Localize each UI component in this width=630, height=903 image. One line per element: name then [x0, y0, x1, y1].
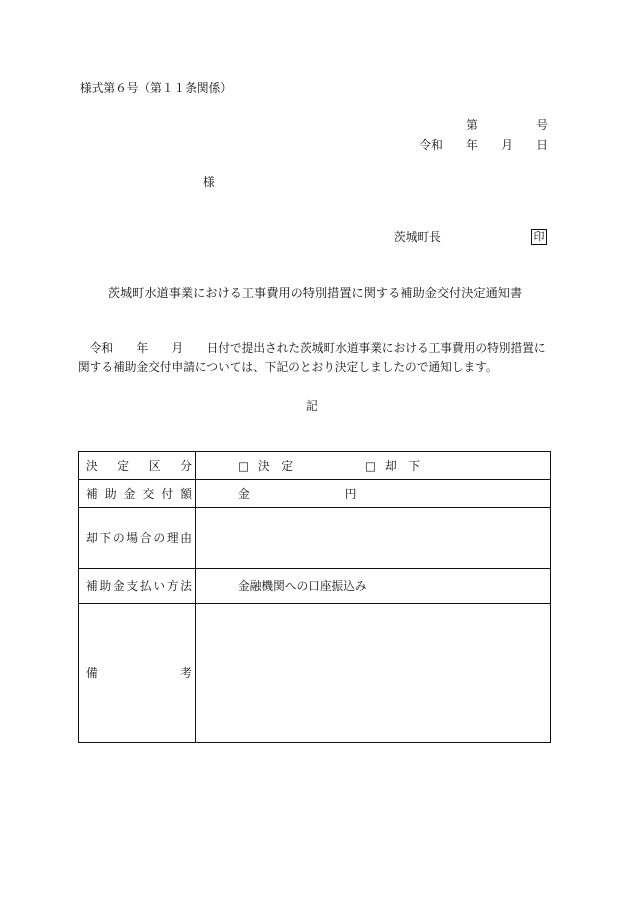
body-line: 関する補助金交付申請については、下記のとおり決定しましたので通知します。	[78, 360, 498, 374]
reject-checkbox: □	[365, 458, 377, 473]
approve-checkbox: □	[238, 458, 250, 473]
rejection-reason-label: 却下の場合の理由	[86, 531, 192, 545]
decision-option-reject	[365, 458, 492, 474]
decision-label-cell	[79, 452, 196, 480]
payment-method-value: 金融機関への口座振込み	[238, 579, 367, 593]
issue-date-line: 令和 年 月 日	[419, 138, 548, 152]
payment-method-value-cell	[196, 569, 551, 604]
amount-row	[79, 480, 551, 508]
payment-method-row	[79, 569, 551, 604]
document-number-line: 第 号	[466, 118, 548, 132]
remarks-label-cell	[79, 604, 196, 743]
rejection-reason-label-cell	[79, 508, 196, 569]
reject-label: 却 下	[385, 458, 421, 473]
amount-suffix: 円	[344, 486, 357, 501]
amount-label-cell	[79, 480, 196, 508]
issuer-name: 茨城町長	[394, 230, 441, 244]
rejection-reason-row	[79, 508, 551, 569]
ki-heading: 記	[306, 399, 318, 413]
amount-value-cell	[196, 480, 551, 508]
decision-label: 決定区分	[86, 458, 192, 473]
seal-box: 印	[531, 229, 547, 245]
payment-method-label-cell	[79, 569, 196, 604]
body-paragraph	[78, 339, 546, 377]
amount-prefix: 金	[238, 486, 250, 501]
remarks-row	[79, 604, 551, 743]
remarks-value-cell	[196, 604, 551, 743]
addressee-honorific: 様	[203, 175, 215, 189]
remarks-label: 備考	[86, 666, 192, 680]
form-number: 様式第６号（第１１条関係）	[80, 81, 232, 95]
amount-label: 補助金交付額	[86, 486, 192, 501]
rejection-reason-value-cell	[196, 508, 551, 569]
decision-table	[78, 451, 551, 743]
document-title: 茨城町水道事業における工事費用の特別措置に関する補助金交付決定通知書	[107, 286, 523, 300]
payment-method-label: 補助金支払い方法	[86, 579, 192, 593]
decision-option-approve	[238, 458, 365, 474]
approve-label: 決 定	[258, 458, 294, 473]
decision-value-cell	[196, 452, 551, 480]
body-line: 令和 年 月 日付で提出された茨城町水道事業における工事費用の特別措置に	[78, 341, 546, 355]
decision-row	[79, 452, 551, 480]
